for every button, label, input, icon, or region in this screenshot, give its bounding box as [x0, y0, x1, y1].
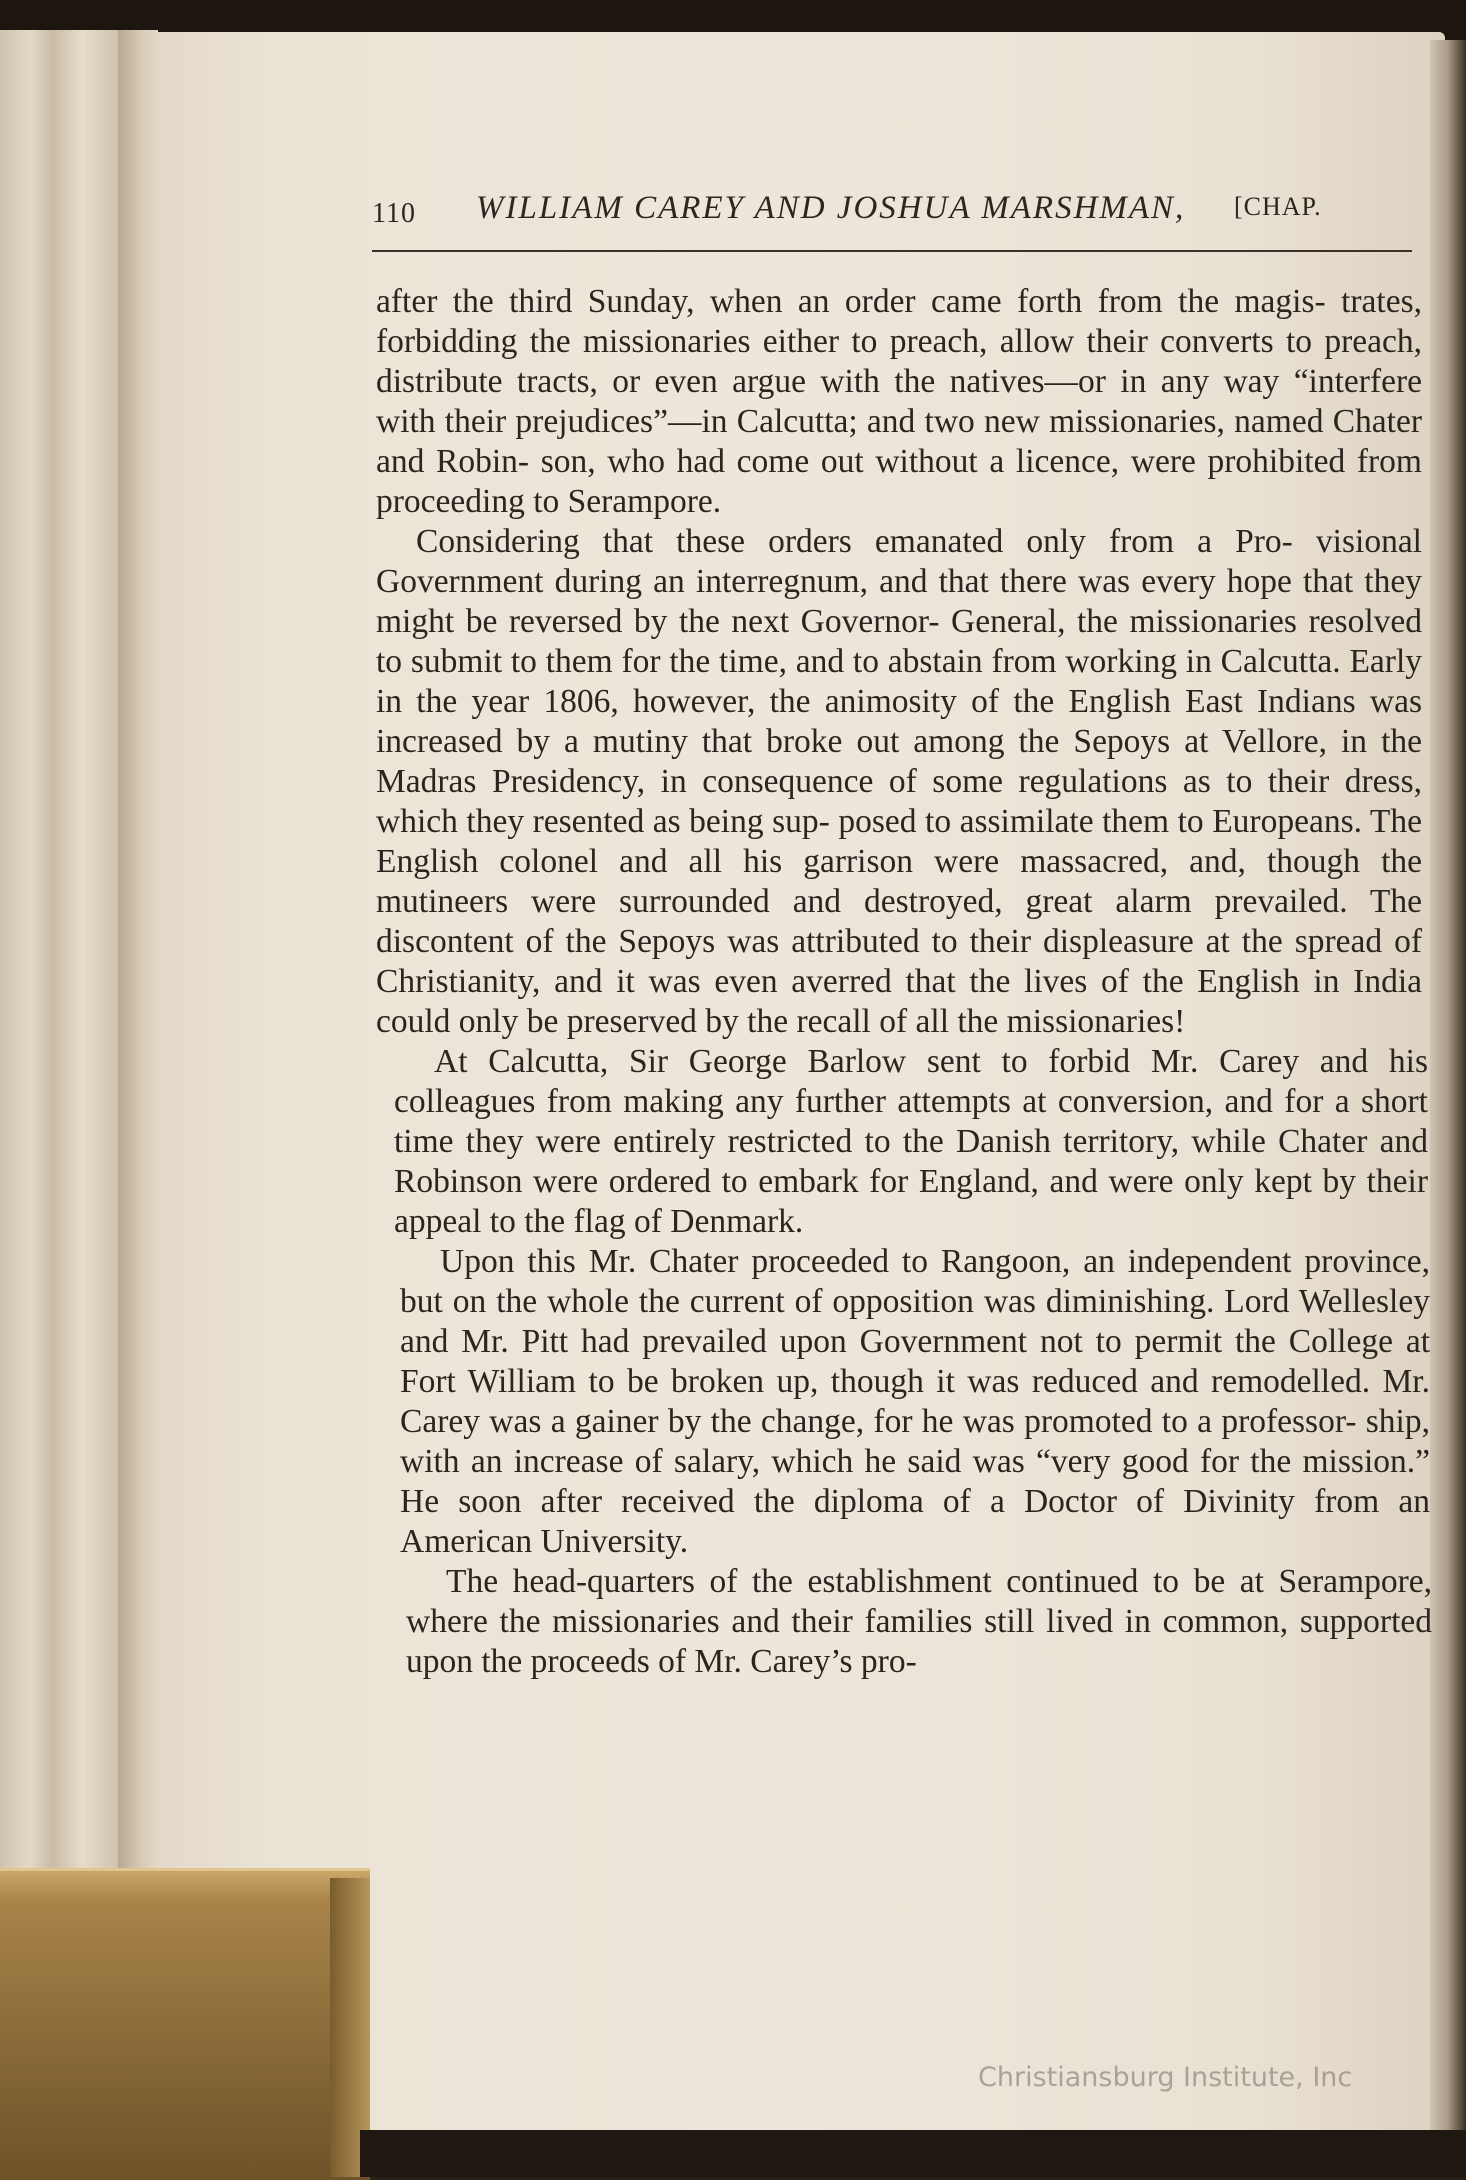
- paragraph-5: The head-quarters of the establishment continued to be at Serampore, where the missionaries and their families still lived in common, supported upon the proceeds of Mr. Carey’s pro-: [406, 1563, 1432, 1680]
- body-text: [376, 282, 1432, 1682]
- paragraph-3: At Calcutta, Sir George Barlow sent to forbid Mr. Carey and his colleagues from making any further attempts at conversion, and for a short time they were entirely restricted to the Danish territory, while Chater and Robinson were ordered to embark for England, and were only kept by their appeal to the flag of Denmark.: [394, 1043, 1428, 1240]
- running-head: [372, 190, 1422, 234]
- header-rule: [372, 250, 1412, 252]
- running-title: WILLIAM CAREY AND JOSHUA MARSHMAN,: [476, 190, 1186, 226]
- paragraph-1: after the third Sunday, when an order came forth from the magis- trates, forbidding the missionaries either to preach, allow their converts to preach, distribute tracts, or even argue with the natives—or in any way “interfere with their prejudices”—in Calcutta; and two new missionaries, named Chater and Robin- son, who had come out without a licence, were prohibited from proceeding to Serampore.: [376, 283, 1422, 520]
- gilt-page-block: [0, 1868, 370, 2180]
- chapter-label: [CHAP.: [1234, 192, 1322, 221]
- page-gutter: [118, 30, 158, 2140]
- paragraph-4: Upon this Mr. Chater proceeded to Rangoon, an independent province, but on the whole the current of opposition was diminishing. Lord Wellesley and Mr. Pitt had prevailed upon Government not to permit the College at Fort William to be broken up, though it was reduced and remodelled. Mr. Carey was a gainer by the change, for he was promoted to a professor- ship, with an increase of salary, which he said was “very good for the mission.” He soon after received the diploma of a Doctor of Divinity from an American University.: [400, 1243, 1430, 1560]
- page-number: 110: [372, 198, 416, 229]
- paragraph-2: Considering that these orders emanated only from a Pro- visional Government during an interregnum, and that there was every hope that they might be reversed by the next Governor- General, the missionaries resolved to submit to them for the time, and to abstain from working in Calcutta. Early in the year 1806, however, the animosity of the English East Indians was increased by a mutiny that broke out among the Sepoys at Vellore, in the Madras Presidency, in consequence of some regulations as to their dress, which they resented as being sup- posed to assimilate them to Europeans. The English colonel and all his garrison were massacred, and, though the mutineers were surrounded and destroyed, great alarm prevailed. The discontent of the Sepoys was attributed to their displeasure at the spread of Christianity, and it was even averred that the lives of the English in India could only be preserved by the recall of all the missionaries!: [376, 523, 1422, 1040]
- watermark: Christiansburg Institute, Inc: [978, 2062, 1353, 2093]
- page-right-edge: [1430, 40, 1466, 2150]
- background-bottom: [360, 2130, 1466, 2177]
